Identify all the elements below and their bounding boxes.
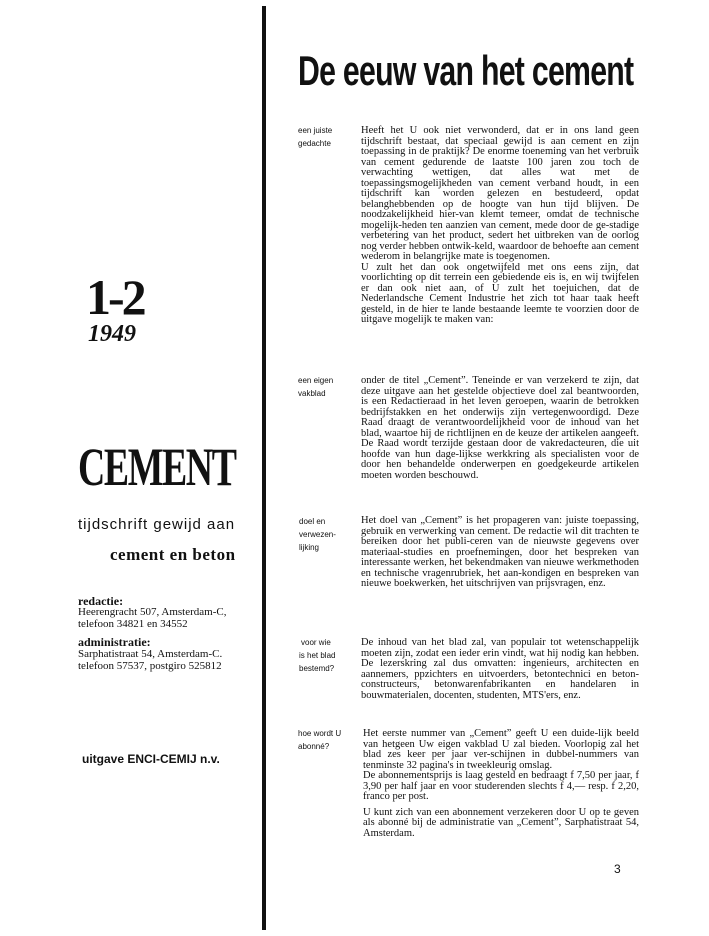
administratie-heading: administratie: [78, 635, 151, 649]
article-title: De eeuw van het cement [298, 47, 634, 94]
issue-year: 1949 [88, 321, 136, 347]
administratie-phone: telefoon 57537, postgiro 525812 [78, 660, 222, 672]
paragraph: De abonnementsprijs is laag gesteld en bedraagt f 7,50 per jaar, f 3,90 per half jaar en voor studerenden slechts f 4,— resp. f 2,20, franco per post. [363, 770, 639, 802]
margin-note-line: doel en [299, 517, 326, 526]
paragraph: onder de titel „Cement”. Teneinde er van verzekerd te zijn, dat deze uitgave aan het gestelde objectieve doel zal beantwoorden, is een Redactieraad in het leven geroepen, waarin de betrokken bedrijfstakken en het onderwijs zijn vertegenwoordigd. Deze Raad draagt de verantwoordelijkheid voor de inhoud van het blad, waartoe hij de richtlijnen en de keuze der artikelen aangeeft. De Raad wordt terzijde gestaan door de vakredacteuren, die uit hoofde van hun dage-lijkse werkkring als specialisten voor de door hen behandelde onderwerpen en goedgekeurde artikelen moeten worden beschouwd. [361, 375, 639, 481]
margin-note-line: een juiste [298, 126, 333, 135]
margin-note-line: bestemd? [299, 664, 335, 673]
paragraph: Het eerste nummer van „Cement” geeft U een duide-lijk beeld van hetgeen Uw eigen vakblad U zal bieden. Voorlopig zal het blad zes keer per jaar ver-schijnen in dubbel-nummers van tenminste 32 pagina's in tweekleurig omslag. [363, 728, 639, 771]
redactie-address: Heerengracht 507, Amsterdam-C, [78, 606, 227, 618]
paragraph: De inhoud van het blad zal, van populair tot wetenschappelijk moeten zijn, zodat een ieder erin vindt, wat hij nodig kan hebben. De lezerskring zal dus omvatten: ingenieurs, architecten en aannemers, ppzichters en uitvoerders, betontechnici en beton-constructeurs, betonwarenfabrikanten en handelaren in bouwmaterialen, docenten, studenten, MTS'ers, enz. [361, 637, 639, 701]
margin-note-line: hoe wordt U [298, 729, 342, 738]
page-number: 3 [614, 862, 621, 876]
masthead-subtitle-1: tijdschrift gewijd aan [78, 516, 236, 533]
section-2-body [361, 376, 639, 481]
margin-note-line: vakblad [298, 389, 326, 398]
margin-note-line: lijking [299, 543, 320, 552]
margin-note-line: een eigen [298, 376, 334, 385]
margin-note-3 [299, 515, 357, 554]
margin-note-2 [298, 374, 356, 400]
margin-note-line: voor wie [301, 638, 331, 647]
paragraph: Het doel van „Cement” is het propageren van: juiste toepassing, gebruik en verwerking van cement. De redactie wil dit trachten te bereiken door het publi-ceren van de nieuwste gegevens over materiaal-studies en proefnemingen, door het bespreken van interessante werken, het bekendmaken van nieuwe werkmethoden en technische vragenrubriek, het aan-kondigen en bespreken van nieuwe boekwerken, het uitschrijven van prijsvragen, enz. [361, 515, 639, 589]
masthead-subtitle-2: cement en beton [110, 545, 236, 564]
redactie-heading: redactie: [78, 594, 124, 608]
issue-number: 1-2 [86, 269, 144, 325]
margin-note-4 [299, 636, 357, 675]
margin-note-line: abonné? [298, 742, 330, 751]
paragraph: Heeft het U ook niet verwonderd, dat er in ons land geen tijdschrift bestaat, dat speciaal gewijd is aan cement en zijn toepassing in de praktijk? De enorme toeneming van het verbruik van cement gedurende de laatste 100 jaren zou toch de verwachting wettigen, dat alles wat met de toepassingsmogelijkheden van cement verband houdt, in een tijdschrift kan worden gelezen en bestudeerd, opdat belanghebbenden op de hoogte van hun tijd blijven. De noodzakelijkheid hier-van klemt temeer, omdat de technische mogelijk-heden ten aanzien van cement, mede door de ge-stadige verbetering van het product, sedert het uitbreken van de oorlog nog verder hebben ontwik-keld, waardoor de behoefte aan cement wederom in belangrijke mate is toegenomen. [361, 125, 639, 262]
section-3-body [361, 516, 639, 590]
publisher-line: uitgave ENCI-CEMIJ n.v. [82, 752, 220, 766]
margin-note-1 [298, 124, 356, 150]
administratie-address: Sarphatistraat 54, Amsterdam-C. [78, 648, 223, 660]
masthead-title: CEMENT [78, 437, 236, 497]
section-5-body [363, 729, 639, 839]
margin-note-line: is het blad [299, 651, 336, 660]
section-4-body [361, 638, 639, 701]
redactie-phone: telefoon 34821 en 34552 [78, 618, 188, 630]
paragraph: U kunt zich van een abonnement verzekeren door U op te geven als abonné bij de administratie van „Cement”, Sarphatistraat 54, Amsterdam. [363, 806, 639, 839]
margin-note-line: verwezen- [299, 530, 336, 539]
margin-note-5 [298, 727, 356, 753]
section-1-body [361, 126, 639, 326]
margin-note-line: gedachte [298, 139, 331, 148]
vertical-divider [262, 6, 266, 930]
paragraph: U zult het dan ook ongetwijfeld met ons eens zijn, dat voorlichting op dit terrein een gebiedende eis is, en wij twijfelen er dan ook niet aan, of U zult het toejuichen, dat de Nederlandsche Cement Industrie het zich tot haar taak heeft gesteld, in de hier te lande bestaande leemte te voorzien door de uitgave mogelijk te maken van: [361, 261, 639, 325]
